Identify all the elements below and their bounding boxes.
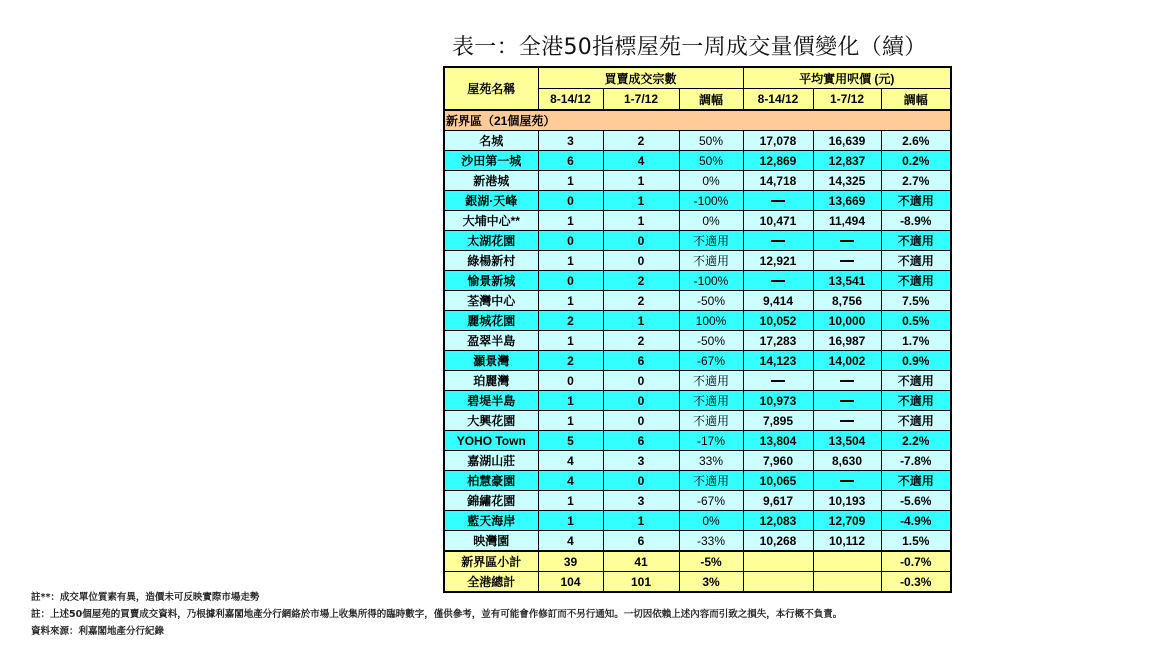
table-row [444,151,951,171]
not-available-dash-icon [771,380,785,382]
volume-change-cell: -17% [679,431,743,451]
section-label: 新界區（21個屋苑） [444,110,951,131]
volume-change-cell: 100% [679,311,743,331]
table-row [444,351,951,371]
price-change-cell: -4.9% [881,511,951,531]
volume-previous-cell: 0 [603,251,679,271]
price-current-cell: 10,973 [743,391,813,411]
price-change-cell: 2.2% [881,431,951,451]
not-available-dash-icon [771,280,785,282]
price-change-cell: -7.8% [881,451,951,471]
volume-change-cell: 0% [679,171,743,191]
price-previous-cell: 16,987 [813,331,881,351]
price-change-cell: -0.7% [881,551,951,572]
estate-name-cell: 大興花園 [444,411,538,431]
volume-previous-cell: 1 [603,311,679,331]
price-current-cell: 10,268 [743,531,813,552]
estate-name-cell: 新港城 [444,171,538,191]
price-current-cell: 10,065 [743,471,813,491]
price-previous-cell [813,551,881,572]
price-change-cell: 2.6% [881,131,951,151]
table-row [444,231,951,251]
price-change-cell: 0.9% [881,351,951,371]
estate-name-cell: 沙田第一城 [444,151,538,171]
volume-previous-cell: 1 [603,171,679,191]
header-price-current: 8-14/12 [743,89,813,111]
volume-change-cell: -100% [679,191,743,211]
header-volume-group: 買賣成交宗數 [538,67,743,89]
price-change-cell: 1.7% [881,331,951,351]
table-row [444,311,951,331]
volume-change-cell: 不適用 [679,411,743,431]
volume-current-cell: 5 [538,431,603,451]
price-change-cell: -5.6% [881,491,951,511]
price-previous-cell: 10,000 [813,311,881,331]
price-change-cell: 不適用 [881,471,951,491]
price-change-cell: 0.5% [881,311,951,331]
table-row [444,431,951,451]
estate-name-cell: 盈翠半島 [444,331,538,351]
header-vol-change: 調幅 [679,89,743,111]
footnote-source: 資料來源：利嘉閣地產分行紀錄 [31,626,165,637]
table-row [444,391,951,411]
estate-name-cell: 愉景新城 [444,271,538,291]
price-current-cell: 7,895 [743,411,813,431]
volume-current-cell: 3 [538,131,603,151]
volume-previous-cell: 6 [603,531,679,552]
not-available-dash-icon [840,400,854,402]
volume-change-cell: 0% [679,211,743,231]
price-previous-cell: 13,504 [813,431,881,451]
estate-name-cell: 新界區小計 [444,551,538,572]
total-row [444,551,951,572]
price-current-cell: 9,617 [743,491,813,511]
volume-change-cell: -50% [679,331,743,351]
price-previous-cell [813,391,881,411]
price-change-cell: 1.5% [881,531,951,552]
estate-name-cell: 錦繡花園 [444,491,538,511]
volume-current-cell: 1 [538,171,603,191]
price-change-cell: 7.5% [881,291,951,311]
footnote-disclaimer: 註：上述50個屋苑的買賣成交資料，乃根據利嘉閣地產分行網絡於市場上收集所得的臨時數字，僅供參考，並有可能會作修訂而不另行通知。一切因依賴上述內容而引致之損失，本行概不負責。 [31,609,843,620]
estate-name-cell: 灝景灣 [444,351,538,371]
price-previous-cell [813,371,881,391]
price-previous-cell: 12,837 [813,151,881,171]
header-price-previous: 1-7/12 [813,89,881,111]
estate-name-cell: 藍天海岸 [444,511,538,531]
table-row [444,191,951,211]
price-change-cell: 0.2% [881,151,951,171]
volume-current-cell: 6 [538,151,603,171]
volume-current-cell: 1 [538,391,603,411]
table-row [444,331,951,351]
volume-previous-cell: 2 [603,291,679,311]
volume-previous-cell: 6 [603,351,679,371]
price-previous-cell [813,411,881,431]
volume-previous-cell: 0 [603,231,679,251]
table-row [444,411,951,431]
volume-previous-cell: 101 [603,572,679,593]
price-current-cell: 12,921 [743,251,813,271]
header-estate-name: 屋苑名稱 [444,67,538,110]
table-row [444,271,951,291]
volume-current-cell: 104 [538,572,603,593]
volume-current-cell: 2 [538,311,603,331]
price-previous-cell [813,231,881,251]
volume-current-cell: 1 [538,491,603,511]
price-previous-cell: 10,193 [813,491,881,511]
estate-name-cell: 映灣園 [444,531,538,552]
not-available-dash-icon [771,200,785,202]
price-previous-cell: 13,669 [813,191,881,211]
volume-change-cell: 3% [679,572,743,593]
price-current-cell: 12,083 [743,511,813,531]
price-previous-cell: 16,639 [813,131,881,151]
footnotes [31,589,842,640]
price-change-cell: 不適用 [881,251,951,271]
price-change-cell: 不適用 [881,271,951,291]
price-change-cell: 不適用 [881,231,951,251]
price-previous-cell: 8,630 [813,451,881,471]
not-available-dash-icon [840,240,854,242]
volume-change-cell: 不適用 [679,471,743,491]
estate-name-cell: 嘉湖山莊 [444,451,538,471]
price-current-cell: 14,718 [743,171,813,191]
not-available-dash-icon [771,240,785,242]
price-previous-cell [813,471,881,491]
volume-change-cell: -100% [679,271,743,291]
estate-name-cell: 荃灣中心 [444,291,538,311]
volume-previous-cell: 4 [603,151,679,171]
volume-previous-cell: 0 [603,411,679,431]
footnote-asterisk: 註**：成交單位質素有異，造價未可反映實際市場走勢 [31,592,260,603]
price-previous-cell [813,251,881,271]
table-row [444,171,951,191]
price-current-cell: 10,052 [743,311,813,331]
volume-change-cell: 50% [679,131,743,151]
volume-change-cell: 不適用 [679,251,743,271]
price-previous-cell: 13,541 [813,271,881,291]
price-current-cell: 12,869 [743,151,813,171]
estate-name-cell: YOHO Town [444,431,538,451]
price-change-cell: 2.7% [881,171,951,191]
table-row [444,491,951,511]
volume-change-cell: 不適用 [679,391,743,411]
volume-previous-cell: 41 [603,551,679,572]
estate-name-cell: 麗城花園 [444,311,538,331]
volume-change-cell: -67% [679,491,743,511]
volume-previous-cell: 2 [603,271,679,291]
price-current-cell [743,271,813,291]
price-previous-cell: 10,112 [813,531,881,552]
estate-name-cell: 綠楊新村 [444,251,538,271]
volume-previous-cell: 0 [603,391,679,411]
price-current-cell: 9,414 [743,291,813,311]
volume-current-cell: 1 [538,291,603,311]
price-current-cell: 7,960 [743,451,813,471]
volume-change-cell: -5% [679,551,743,572]
volume-current-cell: 2 [538,351,603,371]
price-change-cell: 不適用 [881,371,951,391]
volume-current-cell: 1 [538,211,603,231]
price-previous-cell: 14,325 [813,171,881,191]
price-current-cell: 13,804 [743,431,813,451]
not-available-dash-icon [840,260,854,262]
price-change-cell: 不適用 [881,391,951,411]
estate-name-cell: 珀麗灣 [444,371,538,391]
estate-name-cell: 柏慧豪園 [444,471,538,491]
table-row [444,531,951,552]
table-row [444,471,951,491]
volume-current-cell: 0 [538,231,603,251]
estate-name-cell: 大埔中心** [444,211,538,231]
estate-name-cell: 太湖花園 [444,231,538,251]
volume-current-cell: 4 [538,531,603,552]
table-row [444,451,951,471]
volume-current-cell: 1 [538,511,603,531]
table-body [444,110,951,592]
price-current-cell: 14,123 [743,351,813,371]
volume-change-cell: 50% [679,151,743,171]
estate-name-cell: 全港總計 [444,572,538,593]
header-vol-previous: 1-7/12 [603,89,679,111]
price-previous-cell: 14,002 [813,351,881,371]
price-change-cell: -8.9% [881,211,951,231]
volume-previous-cell: 1 [603,511,679,531]
price-previous-cell: 12,709 [813,511,881,531]
volume-change-cell: -33% [679,531,743,552]
table-row [444,371,951,391]
price-current-cell: 10,471 [743,211,813,231]
not-available-dash-icon [840,420,854,422]
volume-previous-cell: 2 [603,331,679,351]
volume-previous-cell: 6 [603,431,679,451]
estate-name-cell: 碧堤半島 [444,391,538,411]
price-current-cell: 17,078 [743,131,813,151]
price-current-cell: 17,283 [743,331,813,351]
estate-name-cell: 名城 [444,131,538,151]
table-row [444,211,951,231]
volume-change-cell: -50% [679,291,743,311]
table-row [444,291,951,311]
price-current-cell [743,371,813,391]
volume-current-cell: 0 [538,191,603,211]
volume-change-cell: 不適用 [679,371,743,391]
header-vol-current: 8-14/12 [538,89,603,111]
volume-current-cell: 1 [538,251,603,271]
volume-change-cell: 33% [679,451,743,471]
volume-change-cell: 不適用 [679,231,743,251]
table-row [444,131,951,151]
volume-previous-cell: 3 [603,491,679,511]
volume-previous-cell: 0 [603,371,679,391]
price-current-cell [743,231,813,251]
volume-current-cell: 1 [538,411,603,431]
price-previous-cell: 11,494 [813,211,881,231]
estate-name-cell: 銀湖·天峰 [444,191,538,211]
not-available-dash-icon [840,380,854,382]
volume-current-cell: 1 [538,331,603,351]
volume-previous-cell: 2 [603,131,679,151]
volume-previous-cell: 1 [603,211,679,231]
table-row [444,251,951,271]
volume-current-cell: 0 [538,371,603,391]
volume-change-cell: 0% [679,511,743,531]
volume-current-cell: 4 [538,471,603,491]
transaction-table [443,66,952,593]
volume-previous-cell: 1 [603,191,679,211]
volume-current-cell: 4 [538,451,603,471]
volume-current-cell: 39 [538,551,603,572]
price-change-cell: 不適用 [881,191,951,211]
volume-current-cell: 0 [538,271,603,291]
header-price-group: 平均實用呎價 (元) [743,67,951,89]
not-available-dash-icon [840,480,854,482]
table-row [444,511,951,531]
price-previous-cell: 8,756 [813,291,881,311]
volume-change-cell: -67% [679,351,743,371]
price-change-cell: -0.3% [881,572,951,593]
volume-previous-cell: 3 [603,451,679,471]
price-current-cell [743,191,813,211]
header-price-change: 調幅 [881,89,951,111]
page-title: 表一：全港50指標屋苑一周成交量價變化（續） [452,35,927,60]
price-current-cell [743,551,813,572]
price-change-cell: 不適用 [881,411,951,431]
volume-previous-cell: 0 [603,471,679,491]
